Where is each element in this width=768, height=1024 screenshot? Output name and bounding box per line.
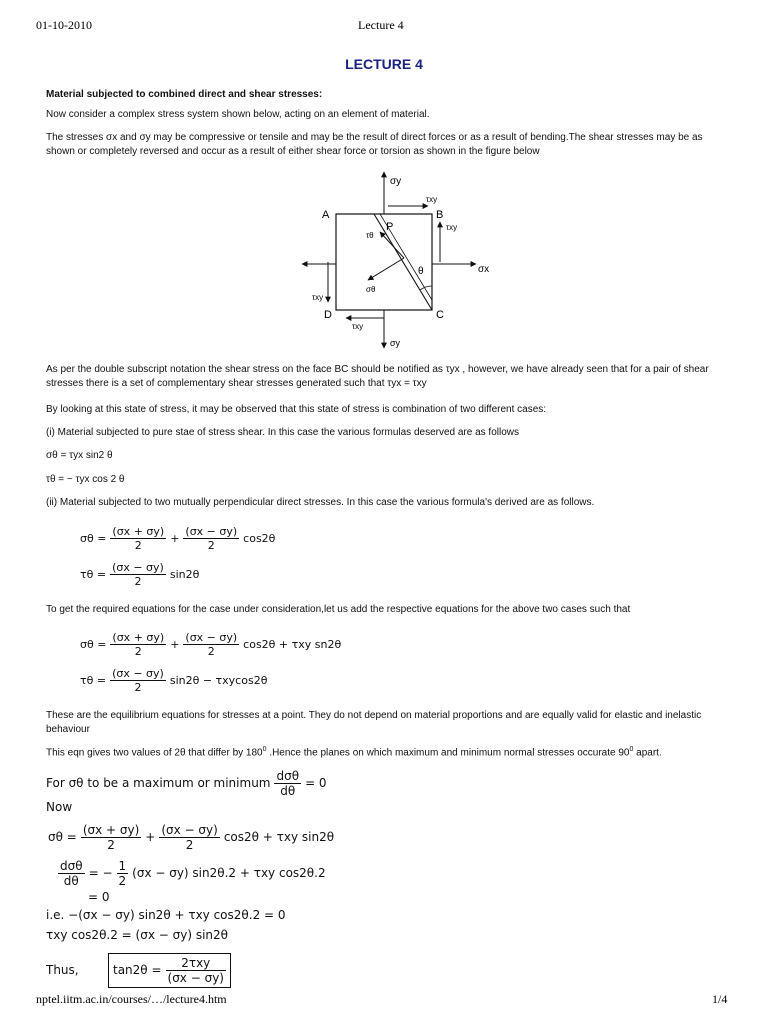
paragraph-stresses: The stresses σx and σy may be compressive or tensile and may be the result of direct forces or as a result of bending.The shear stresses may be as shown or completely reversed and occur as a result of either shear force or torsion as shown in the figure below	[46, 132, 703, 157]
header-date: 01-10-2010	[36, 18, 92, 32]
header-lecture: Lecture 4	[358, 18, 404, 32]
point-p: P	[386, 221, 394, 233]
paragraph-equilibrium: These are the equilibrium equations for stresses at a point. They do not depend on material proportions and are equally valid for elastic and inelastic behaviour	[46, 710, 702, 735]
label-sigma-theta: σθ	[366, 285, 376, 294]
paragraph-notation: As per the double subscript notation the shear stress on the face BC should be notified as τyx , however, we have already seen that for a pair of shear stresses there is a set of complementary shear stresses generated such that τyx = τxy	[46, 364, 709, 389]
section-heading: Material subjected to combined direct and shear stresses:	[46, 89, 323, 100]
stress-element-figure	[300, 166, 500, 356]
label-tau-xy-right: τxy	[446, 223, 458, 232]
label-tau-xy-bottom: τxy	[352, 322, 364, 331]
equation-block-direct: σθ = $\frac{(\sigma x + \sigma y)}{2}$ + $\frac{(\sigma x - \sigma y)}{2}$ cos2θ τθ = $\frac{(\sigma x - \sigma y)}{2}$ sin2θ	[80, 524, 276, 588]
label-theta: θ	[418, 266, 424, 277]
equation-tau-theta-shear: τθ = − τyx cos 2 θ	[46, 474, 125, 485]
element-square	[336, 214, 432, 310]
tan2theta-box: tan2θ = $\frac{\text{2τxy}}{(\sigma x - \sigma y)}$	[108, 953, 231, 988]
paragraph-case1: (i) Material subjected to pure stae of stress shear. In this case the various formulas deserved are as follows	[46, 427, 519, 438]
label-tau-theta: τθ	[366, 231, 374, 240]
corner-c: C	[436, 309, 444, 321]
paragraph-combination: By looking at this state of stress, it may be observed that this state of stress is combination of two different cases:	[46, 404, 547, 415]
label-sigma-y-top: σy	[390, 176, 402, 187]
inclined-plane	[374, 214, 432, 310]
paragraph-intro: Now consider a complex stress system shown below, acting on an element of material.	[46, 109, 430, 120]
paragraph-add-equations: To get the required equations for the case under consideration,let us add the respective equations for the above two cases such that	[46, 604, 631, 615]
label-tau-xy-left: τxy	[312, 293, 324, 302]
corner-a: A	[322, 209, 330, 221]
paragraph-two-values: This eqn gives two values of 2θ that differ by $180^0$ .Hence the planes on which maximum and minimum normal stresses occurate $90^0$ apart.	[46, 746, 662, 759]
label-tau-xy-top: τxy	[426, 195, 438, 204]
equation-sigma-theta-shear: σθ = τyx sin2 θ	[46, 450, 113, 461]
footer-page: 1/4	[712, 992, 728, 1006]
corner-b: B	[436, 209, 444, 221]
derivation-block: For σθ to be a maximum or minimum $\frac{\text{dσθ}}{d\theta}$ = 0 Now σθ = $\frac{(\sigma x + \sigma y)}{2}$ + $\frac{(\sigma x - \sigma y)}{2}$ cos2θ + τxy sin2θ $\frac{\text{dσθ}}{d\theta}$ = − $\frac{1}{2}$ (σx − σy) sin2θ.2 + τxy cos2θ.2 = 0 i.e. −(σx − σy) sin2θ + τxy cos2θ.2 = 0 τxy cos2θ.2 = (σx − σy) sin2θ Thus, tan2θ = $\frac{\text{2τxy}}{(\sigma x - \sigma y)}$	[46, 766, 406, 990]
equation-block-combined: σθ = $\frac{(\sigma x + \sigma y)}{2}$ + $\frac{(\sigma x - \sigma y)}{2}$ cos2θ + τxy sn2θ τθ = $\frac{(\sigma x - \sigma y)}{2}$ sin2θ − τxycos2θ	[80, 630, 342, 694]
label-sigma-y-bottom: σy	[390, 338, 401, 348]
corner-d: D	[324, 309, 332, 321]
paragraph-case2: (ii) Material subjected to two mutually perpendicular direct stresses. In this case the various formula's derived are as follows.	[46, 497, 595, 508]
footer-url: nptel.iitm.ac.in/courses/…/lecture4.htm	[36, 992, 227, 1006]
label-sigma-x: σx	[478, 264, 490, 275]
page-title: LECTURE 4	[345, 56, 423, 72]
